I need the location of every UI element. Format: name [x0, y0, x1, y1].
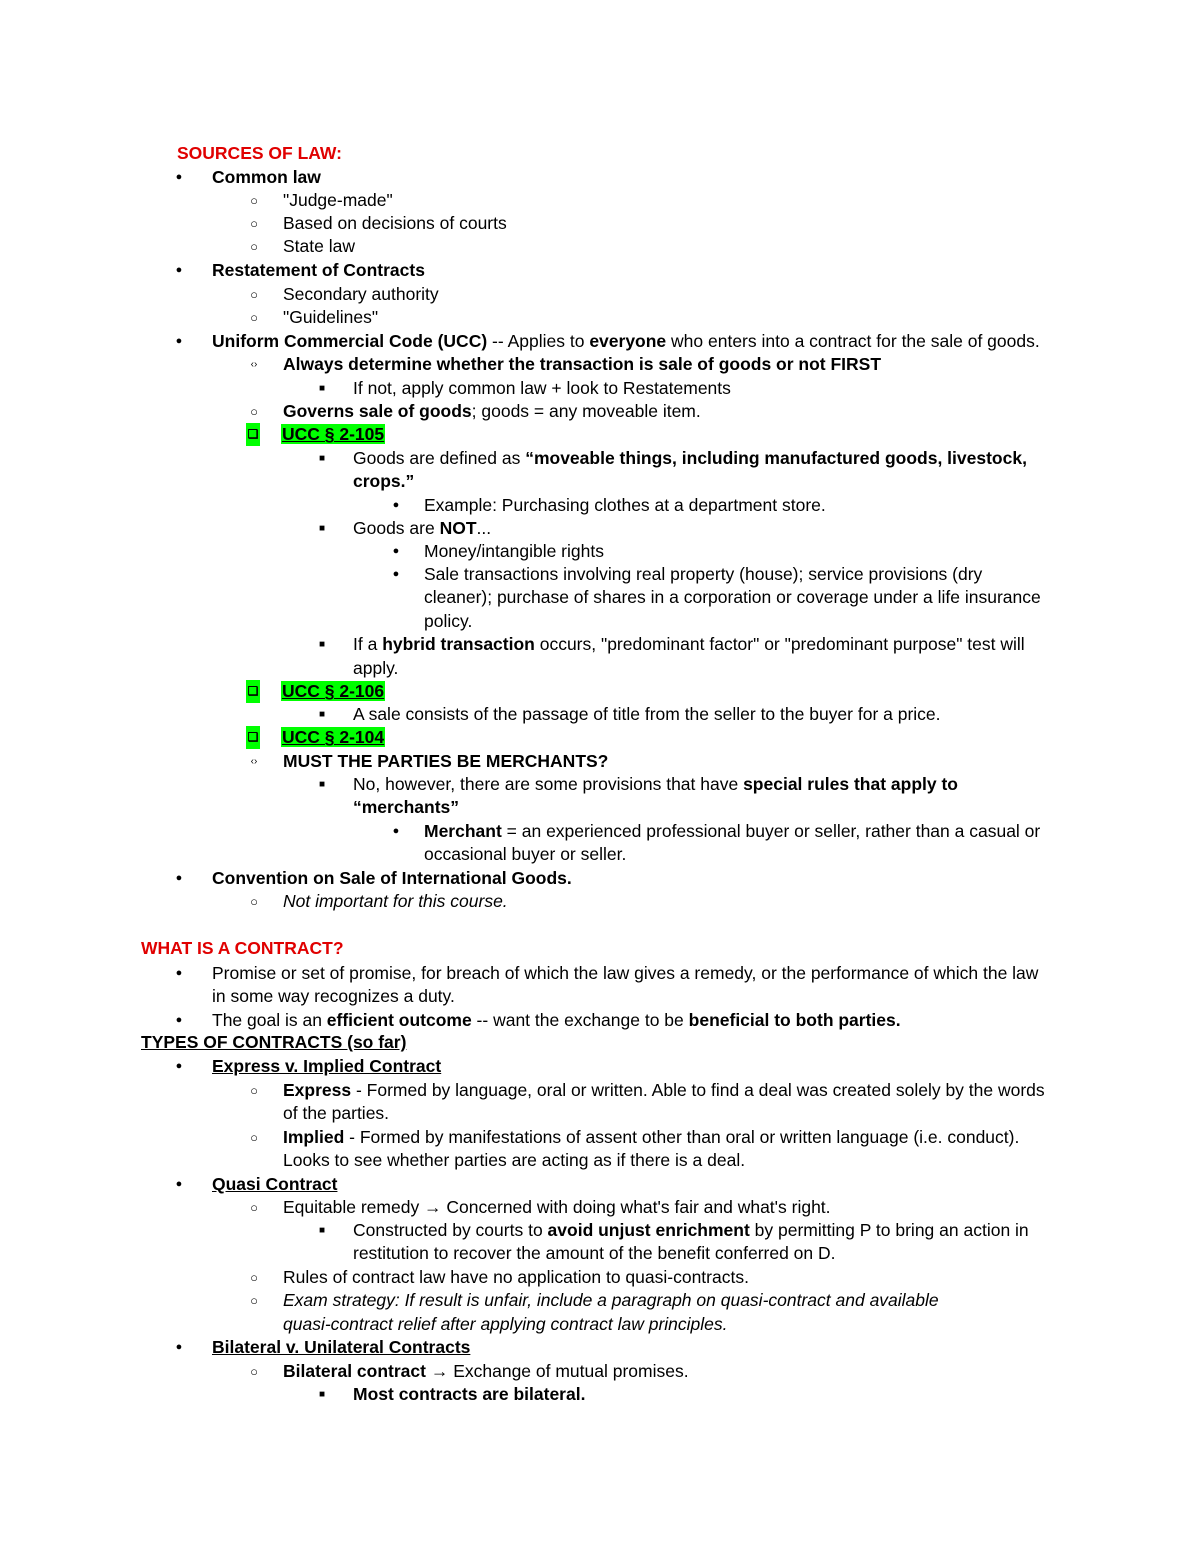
not-important-item: Not important for this course. [283, 891, 508, 911]
what-is-contract-heading: WHAT IS A CONTRACT? [141, 938, 344, 958]
goods-def-text: Goods are defined as [353, 448, 526, 468]
bullet-disc: ● [392, 545, 400, 557]
bullet-disc: ● [392, 825, 400, 837]
goal-text-2: -- want the exchange to be [471, 1010, 689, 1030]
bullet-disc: ● [175, 171, 183, 183]
must-parties-item: MUST THE PARTIES BE MERCHANTS? [283, 751, 609, 771]
state-law-item: State law [283, 236, 355, 256]
express-bold: Express [283, 1080, 352, 1100]
sale-transactions-line-1: Sale transactions involving real property (house); service provisions (dry [424, 564, 983, 584]
bullet-disc: ● [392, 499, 400, 511]
quasi-contract-item: Quasi Contract [212, 1174, 338, 1194]
implied-bold: Implied [283, 1127, 345, 1147]
express-text: - Formed by language, oral or written. Able to find a deal was created solely by the words [351, 1080, 1045, 1100]
types-of-contracts-heading: TYPES OF CONTRACTS (so far) [141, 1032, 407, 1052]
promise-line-2: in some way recognizes a duty. [212, 986, 455, 1006]
implied-item-cont: Looks to see whether parties are acting as if there is a deal. [283, 1150, 746, 1170]
ucc-everyone: everyone [589, 331, 667, 351]
bullet-circle: ○ [250, 287, 258, 302]
constructed-bold: avoid unjust enrichment [547, 1220, 750, 1240]
express-implied-item: Express v. Implied Contract [212, 1056, 442, 1076]
sale-transactions-line-2: cleaner); purchase of shares in a corporation or coverage under a life insurance [424, 587, 1041, 607]
bilateral-item [283, 1360, 689, 1383]
merchant-text: = an experienced professional buyer or seller, rather than a casual or [501, 821, 1041, 841]
goal-text-1: The goal is an [212, 1010, 327, 1030]
merchant-def-item [424, 820, 1040, 843]
ucc-text-2: who enters into a contract for the sale of goods. [666, 331, 1040, 351]
most-contracts-item: Most contracts are bilateral. [353, 1384, 586, 1404]
ucc-bold: Uniform Commercial Code (UCC) [212, 331, 488, 351]
bullet-disc: ● [175, 872, 183, 884]
bullet-square: ■ [318, 1389, 326, 1400]
equitable-item: Equitable remedy → Concerned with doing what's fair and what's right. [283, 1197, 831, 1217]
sources-of-law-heading: SOURCES OF LAW: [177, 143, 342, 163]
guidelines-item: "Guidelines" [283, 307, 379, 327]
merchant-def-cont: occasional buyer or seller. [424, 844, 627, 864]
hybrid-item [353, 633, 1025, 656]
bullet-arrow: ‹› [250, 359, 258, 370]
goods-not-ellipsis: ... [476, 518, 492, 538]
bullet-circle: ○ [250, 1083, 258, 1098]
ucc-2-104-link[interactable]: UCC § 2-104 [282, 727, 385, 747]
goods-defined-item [353, 447, 1027, 470]
constructed-text-2: by permitting P to bring an action in [749, 1220, 1029, 1240]
no-however-text: No, however, there are some provisions that have [353, 774, 744, 794]
bullet-arrow: ‹› [250, 756, 258, 767]
bullet-circle: ○ [250, 404, 258, 419]
if-not-item: If not, apply common law + look to Restatements [353, 378, 731, 398]
bullet-circle: ○ [250, 1293, 258, 1308]
express-item [283, 1079, 1045, 1102]
bullet-square: ■ [318, 779, 326, 790]
bullet-circle: ○ [250, 1364, 258, 1379]
bullet-circle: ○ [250, 1270, 258, 1285]
goods-not-bold: NOT [439, 518, 477, 538]
constructed-text-1: Constructed by courts to [353, 1220, 548, 1240]
bullet-disc: ● [175, 1341, 183, 1353]
hybrid-item-cont: apply. [353, 658, 399, 678]
rules-item: Rules of contract law have no application to quasi-contracts. [283, 1267, 749, 1287]
hybrid-bold: hybrid transaction [382, 634, 535, 654]
governs-bold: Governs sale of goods [283, 401, 472, 421]
secondary-item: Secondary authority [283, 284, 439, 304]
constructed-item-cont: restitution to recover the amount of the benefit conferred on D. [353, 1243, 836, 1263]
bullet-circle: ○ [250, 310, 258, 325]
bullet-disc: ● [175, 264, 183, 276]
merchant-bold: Merchant [424, 821, 502, 841]
based-on-item: Based on decisions of courts [283, 213, 507, 233]
bullet-square: ■ [318, 639, 326, 650]
bullet-circle: ○ [250, 239, 258, 254]
common-law-item: Common law [212, 167, 321, 187]
exam-strategy-line-2: quasi-contract relief after applying contract law principles. [283, 1314, 728, 1334]
goal-bold-1: efficient outcome [326, 1010, 472, 1030]
bullet-circle: ○ [250, 1130, 258, 1145]
implied-text: - Formed by manifestations of assent other than oral or written language (i.e. conduct). [344, 1127, 1020, 1147]
ucc-item [212, 330, 1040, 353]
bullet-circle: ○ [250, 1200, 258, 1215]
constructed-item [353, 1219, 1029, 1242]
bullet-square: ■ [318, 1225, 326, 1236]
judge-made-item: "Judge-made" [283, 190, 393, 210]
bilateral-text: → Exchange of mutual promises. [425, 1361, 689, 1381]
promise-line-1: Promise or set of promise, for breach of which the law gives a remedy, or the performance of which the law [212, 963, 1039, 983]
goods-not-text: Goods are [353, 518, 440, 538]
no-however-item [353, 773, 958, 796]
implied-item [283, 1126, 1019, 1149]
bullet-disc: ● [175, 335, 183, 347]
goods-not-item [353, 517, 491, 540]
goal-item [212, 1009, 901, 1032]
convention-item: Convention on Sale of International Goods. [212, 868, 572, 888]
checkbox-bullet-icon: ❏ [246, 726, 260, 749]
checkbox-bullet-icon: ❏ [246, 423, 260, 446]
bullet-circle: ○ [250, 894, 258, 909]
express-item-cont: of the parties. [283, 1103, 390, 1123]
bullet-disc: ● [175, 1178, 183, 1190]
merchants-quote: “merchants” [353, 797, 460, 817]
goods-def-quote: “moveable things, including manufactured goods, livestock, [525, 448, 1027, 468]
goal-bold-2: beneficial to both parties. [688, 1010, 901, 1030]
ucc-2-105-link[interactable]: UCC § 2-105 [282, 424, 385, 444]
restatement-item: Restatement of Contracts [212, 260, 425, 280]
hybrid-text-1: If a [353, 634, 383, 654]
bullet-square: ■ [318, 523, 326, 534]
bilateral-unilateral-item: Bilateral v. Unilateral Contracts [212, 1337, 471, 1357]
hybrid-text-2: occurs, "predominant factor" or "predominant purpose" test will [534, 634, 1025, 654]
governs-rest: ; goods = any moveable item. [471, 401, 701, 421]
bullet-disc: ● [175, 1014, 183, 1026]
ucc-2-106-link[interactable]: UCC § 2-106 [282, 681, 385, 701]
sale-consists-item: A sale consists of the passage of title from the seller to the buyer for a price. [353, 704, 941, 724]
example-item: Example: Purchasing clothes at a department store. [424, 495, 826, 515]
bullet-circle: ○ [250, 216, 258, 231]
bullet-square: ■ [318, 709, 326, 720]
bullet-circle: ○ [250, 193, 258, 208]
always-determine-item: Always determine whether the transaction is sale of goods or not FIRST [283, 354, 882, 374]
exam-strategy-line-1: Exam strategy: If result is unfair, include a paragraph on quasi-contract and available [283, 1290, 939, 1310]
no-however-bold: special rules that apply to [743, 774, 958, 794]
bullet-disc: ● [175, 967, 183, 979]
money-item: Money/intangible rights [424, 541, 604, 561]
bullet-disc: ● [392, 568, 400, 580]
sale-transactions-line-3: policy. [424, 611, 473, 631]
bullet-disc: ● [175, 1060, 183, 1072]
bullet-square: ■ [318, 453, 326, 464]
checkbox-bullet-icon: ❏ [246, 680, 260, 703]
bilateral-bold: Bilateral contract [283, 1361, 426, 1381]
bullet-square: ■ [318, 383, 326, 394]
ucc-text-1: -- Applies to [487, 331, 590, 351]
goods-def-quote-cont: crops.” [353, 471, 415, 491]
governs-item [283, 400, 701, 423]
